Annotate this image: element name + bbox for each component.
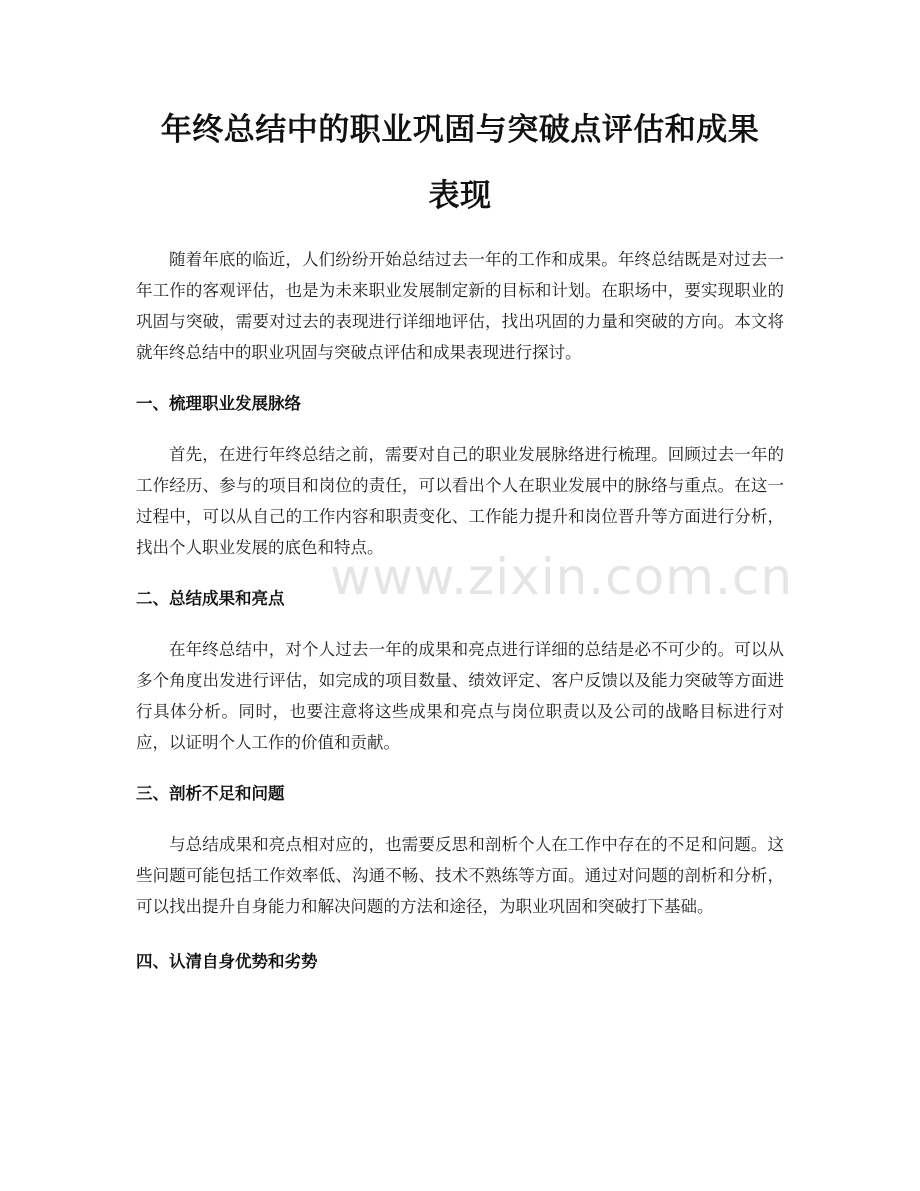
title-line-2: 表现 bbox=[428, 178, 492, 214]
section-heading-2: 二、总结成果和亮点 bbox=[136, 589, 285, 608]
document-body bbox=[136, 244, 784, 977]
page-title bbox=[110, 97, 810, 229]
section-body-1: 首先，在进行年终总结之前，需要对自己的职业发展脉络进行梳理。回顾过去一年的工作经历、参与的项目和岗位的责任，可以看出个人在职业发展中的脉络与重点。在这一过程中，可以从自己的工作内容和职责变化、工作能力提升和岗位晋升等方面进行分析，找出个人职业发展的底色和特点。 bbox=[136, 445, 784, 557]
section-body-3: 与总结成果和亮点相对应的，也需要反思和剖析个人在工作中存在的不足和问题。这些问题可能包括工作效率低、沟通不畅、技术不熟练等方面。通过对问题的剖析和分析，可以找出提升自身能力和解决问题的方法和途径，为职业巩固和突破打下基础。 bbox=[136, 835, 784, 916]
intro-paragraph: 随着年底的临近，人们纷纷开始总结过去一年的工作和成果。年终总结既是对过去一年工作的客观评估，也是为未来职业发展制定新的目标和计划。在职场中，要实现职业的巩固与突破，需要对过去的表现进行详细地评估，找出巩固的力量和突破的方向。本文将就年终总结中的职业巩固与突破点评估和成果表现进行探讨。 bbox=[136, 250, 784, 362]
title-line-1: 年终总结中的职业巩固与突破点评估和成果 bbox=[160, 112, 760, 148]
watermark-text: www.zixin.com.cn bbox=[330, 548, 794, 606]
section-heading-4: 四、认清自身优势和劣势 bbox=[136, 952, 318, 971]
section-heading-1: 一、梳理职业发展脉络 bbox=[136, 394, 301, 413]
section-body-2: 在年终总结中，对个人过去一年的成果和亮点进行详细的总结是必不可少的。可以从多个角度出发进行评估，如完成的项目数量、绩效评定、客户反馈以及能力突破等方面进行具体分析。同时，也要注意将这些成果和亮点与岗位职责以及公司的战略目标进行对应，以证明个人工作的价值和贡献。 bbox=[136, 640, 784, 752]
section-heading-3: 三、剖析不足和问题 bbox=[136, 784, 285, 803]
